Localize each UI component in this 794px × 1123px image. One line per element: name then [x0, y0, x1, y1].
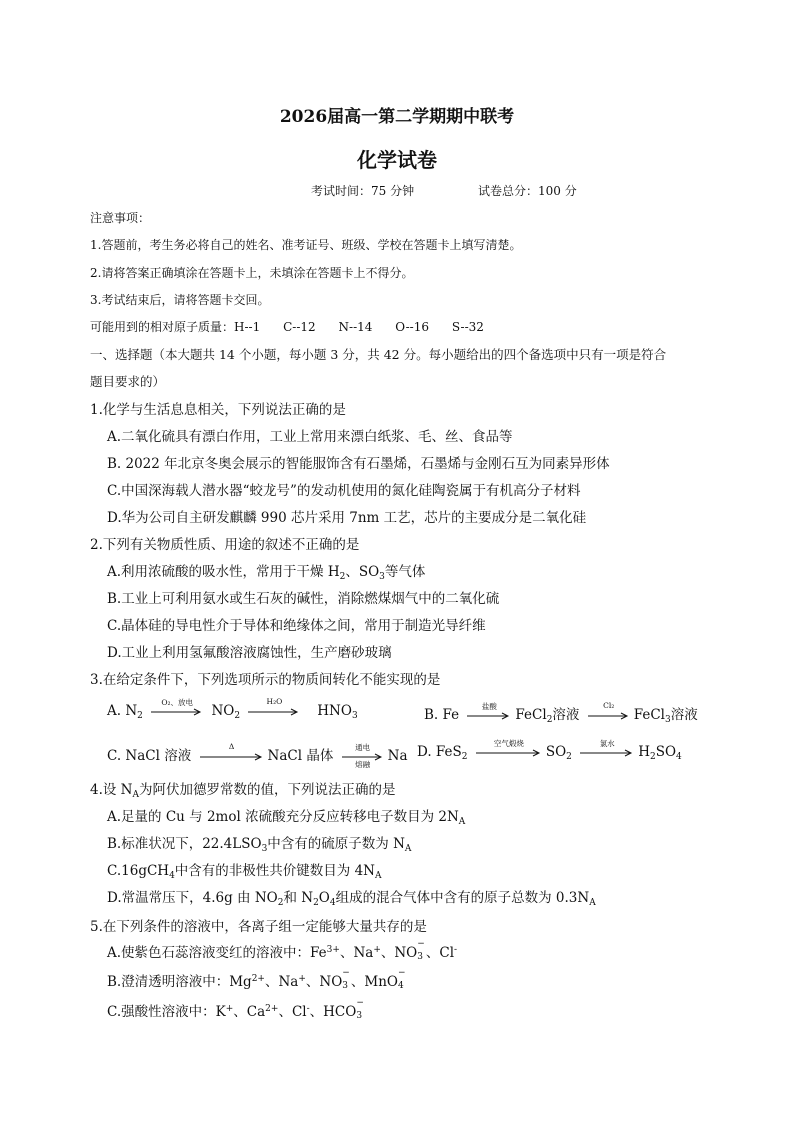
reaction-arrow: Δ	[200, 753, 264, 761]
reaction-arrow: 空气煅烧	[476, 749, 542, 757]
q2-option-a: A.利用浓硫酸的吸水性，常用于干燥 $H_2$、$SO_3$等气体	[107, 564, 426, 582]
q4-option-d: D.常温常压下，4.6g 由 $NO_2$和 $N_2O_4$组成的混合气体中含有的原子总数为 $0.3N_A$	[107, 890, 596, 908]
reaction-arrow: H₂O	[248, 708, 300, 716]
reaction-arrow: 通电 熔融	[342, 753, 384, 761]
exam-subject: 化学试卷	[357, 148, 437, 172]
section1-heading: 一、选择题（本大题共 14 个小题，每小题 3 分，共 42 分。每小题给出的四个备选项中只有一项是符合	[90, 347, 667, 362]
note-item-3: 3.考试结束后，请将答题卡交回。	[90, 293, 270, 307]
q1-option-a: A.二氧化硫具有漂白作用，工业上常用来漂白纸浆、毛、丝、食品等	[107, 429, 513, 445]
q3-stem: 3.在给定条件下，下列选项所示的物质间转化不能实现的是	[90, 672, 441, 688]
q5-stem: 5.在下列条件的溶液中，各离子组一定能够大量共存的是	[90, 919, 427, 935]
exam-title: 2026届高一第二学期期中联考	[279, 107, 515, 127]
q1-stem: 1.化学与生活息息相关，下列说法正确的是	[90, 402, 346, 418]
note-item-2: 2.请将答案正确填涂在答题卡上，未填涂在答题卡上不得分。	[90, 266, 414, 280]
q3-option-d: D. FeS$_2$ 空气煅烧 $SO_2$ 氯水 $H_2SO_4$	[417, 738, 682, 762]
exam-score: 试卷总分：100 分	[478, 184, 577, 198]
q2-option-b: B.工业上可利用氨水或生石灰的碱性，消除燃煤烟气中的二氧化硫	[107, 591, 500, 607]
atomic-masses: 可能用到的相对原子质量：H--1 C--12 N--14 O--16 S--32	[90, 320, 484, 334]
q1-option-d: D.华为公司自主研发麒麟 990 芯片采用 7nm 工艺，芯片的主要成分是二氧化硅	[107, 510, 587, 526]
q1-option-b: B. 2022 年北京冬奥会展示的智能服饰含有石墨烯，石墨烯与金刚石互为同素异形体	[107, 456, 610, 472]
q4-stem: 4.设 $N_A$为阿伏加德罗常数的值，下列说法正确的是	[90, 782, 396, 800]
q4-option-b: B.标准状况下，$22.4LSO_3$中含有的硫原子数为 $N_A$	[107, 836, 412, 854]
q5-option-c: C.强酸性溶液中：K+、$Ca^{2+}$、Cl-、HCO − 3	[107, 998, 364, 1021]
q2-option-c: C.晶体硅的导电性介于导体和绝缘体之间，常用于制造光导纤维	[107, 618, 486, 634]
q5-option-a: A.使紫色石蕊溶液变红的溶液中：$Fe^{3+}$、Na+、NO − 3 、Cl-	[107, 939, 458, 962]
q1-option-c: C.中国深海载人潜水器“蛟龙号”的发动机使用的氮化硅陶瓷属于有机高分子材料	[107, 483, 581, 499]
q4-option-c: C.16gCH$_4$中含有的非极性共价键数目为 $4N_A$	[107, 863, 382, 881]
q2-option-d: D.工业上利用氢氟酸溶液腐蚀性，生产磨砂玻璃	[107, 645, 392, 661]
notes-heading: 注意事项：	[90, 211, 151, 225]
section1-heading-cont: 题目要求的）	[90, 374, 166, 389]
reaction-arrow: 盐酸	[467, 712, 511, 720]
q4-option-a: A.足量的 Cu 与 2mol 浓硫酸充分反应转移电子数目为 $2N_A$	[107, 809, 466, 827]
q2-stem: 2.下列有关物质性质、用途的叙述不正确的是	[90, 537, 360, 553]
q3-option-c: C. NaCl 溶液 Δ NaCl 晶体 通电 熔融 Na	[107, 741, 408, 769]
note-item-1: 1.答题前，考生务必将自己的姓名、准考证号、班级、学校在答题卡上填写清楚。	[90, 238, 522, 252]
reaction-arrow: Cl₂	[588, 712, 630, 720]
q3-option-b: B. Fe 盐酸 FeCl$_2$溶液 Cl₂ FeCl$_3$溶液	[424, 700, 698, 725]
reaction-arrow: O₂、放电	[151, 708, 203, 716]
exam-time: 考试时间：75 分钟	[311, 184, 415, 198]
reaction-arrow: 氯水	[580, 749, 634, 757]
q5-option-b: B.澄清透明溶液中：$Mg^{2+}$、Na+、NO − 3 、MnO − 4	[107, 968, 406, 991]
q3-option-a: A. $N_2$ O₂、放电 $NO_2$ H₂O $HNO_3$	[107, 696, 358, 721]
